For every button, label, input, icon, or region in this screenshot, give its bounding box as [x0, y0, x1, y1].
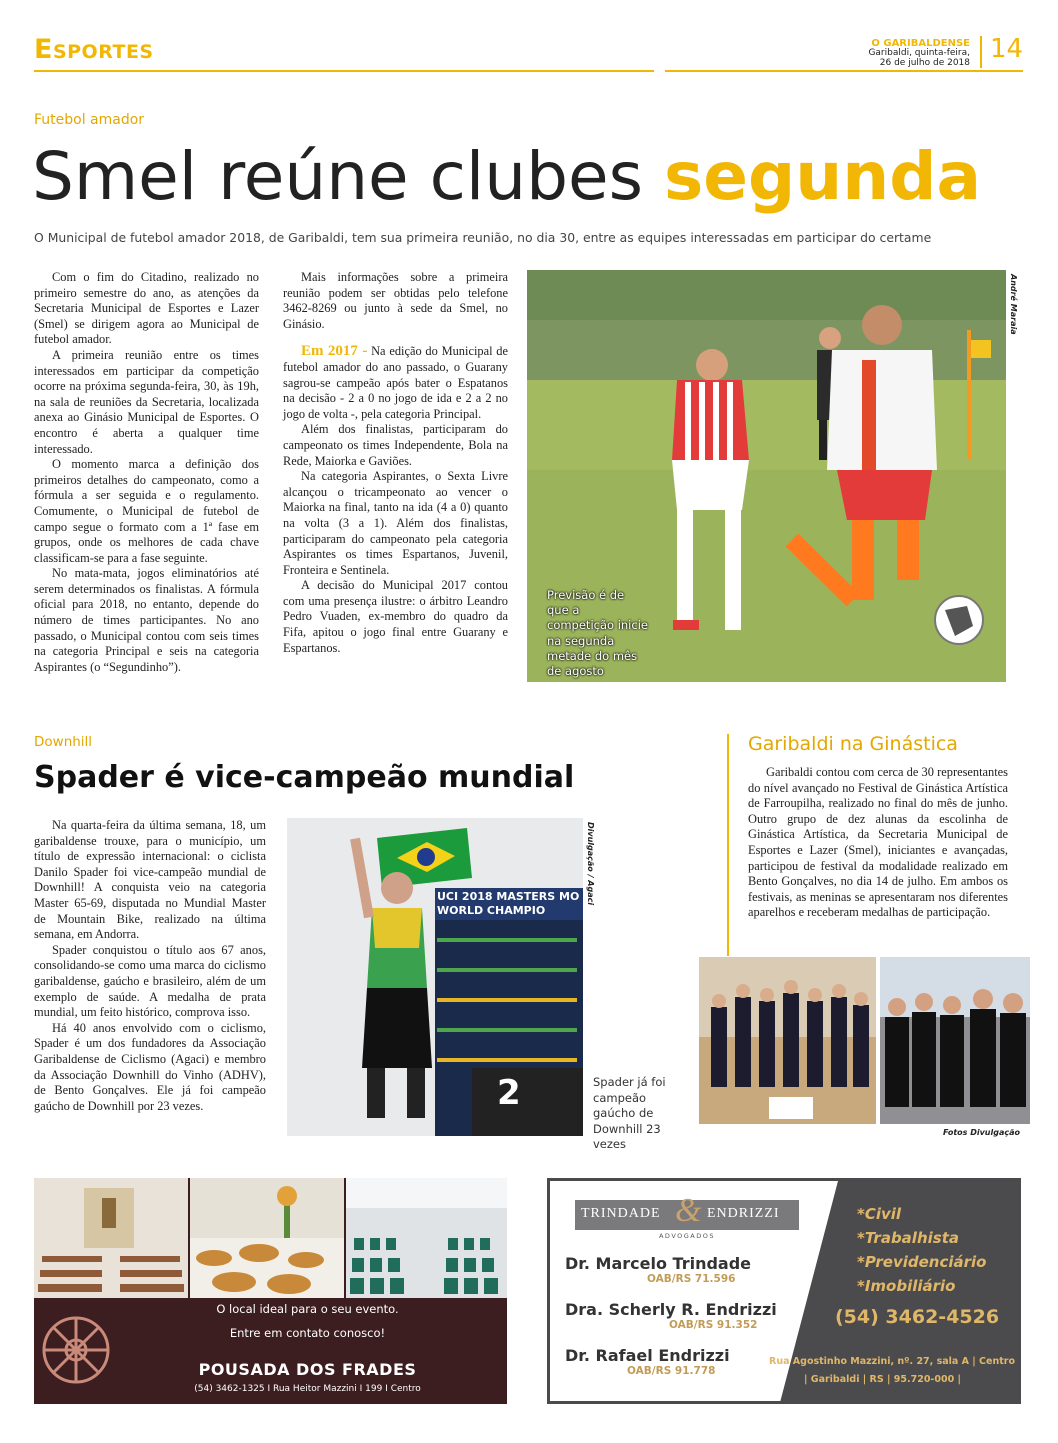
paragraph: No mata-mata, jogos eliminatórios até serem determinados os finalistas. A fórmula oficial para 2018, no entanto, depende do número de times participantes. No ano passado, o Municipal contou com seis times na categoria Principal e seis na categoria Aspirantes (o “Segundinho”). [34, 566, 259, 674]
gymnastics-rule [727, 734, 729, 956]
paragraph: Mais informações sobre a primeira reunião podem ser obtidas pelo telefone 3462-8269 ou junto à sede da Smel, no Ginásio. [283, 270, 508, 331]
pousada-rose-window-icon [40, 1314, 112, 1386]
firm-sub: ADVOGADOS [658, 1232, 716, 1240]
firm-left: TRINDADE [581, 1206, 661, 1221]
gymnastics-body [748, 765, 1008, 921]
lawyer-2-name: Dra. Scherly R. Endrizzi [565, 1300, 777, 1319]
ad-law-firm[interactable] [547, 1178, 1021, 1404]
football-photo [527, 270, 1006, 682]
article2-body [34, 818, 266, 1114]
paragraph: Na quarta-feira da última semana, 18, um garibaldense trouxe, para o município, um título de expressão internacional: o ciclista Danilo Spader foi vice-campeão mundial de Downhill! A conquista veio na categoria Master 65-69, disputada no Mundial Master de Mountain Bike, realizado na última semana, em Andorra. [34, 818, 266, 942]
paragraph [283, 344, 508, 422]
downhill-headline: Spader é vice-campeão mundial [34, 760, 575, 795]
pousada-line1: O local ideal para o seu evento. [216, 1302, 399, 1316]
lawyer-2-oab: OAB/RS 91.352 [669, 1319, 758, 1331]
newspaper-name: O GARIBALDENSE [871, 38, 970, 49]
dateline-2: 26 de julho de 2018 [879, 58, 970, 68]
pousada-contact: (54) 3462-1325 I Rua Heitor Mazzini I 199 I Centro [194, 1384, 421, 1394]
lawyer-3-oab: OAB/RS 91.778 [627, 1365, 716, 1377]
area-item: *Trabalhista [857, 1229, 959, 1247]
header-rule-left [34, 70, 654, 72]
football-caption: Previsão é de que a competição inicie na segunda metade do mês de agosto [547, 588, 648, 679]
article1-col1 [34, 270, 259, 675]
lead-in: Em 2017 - [301, 343, 368, 360]
spader-photo-credit: Divulgação / Agaci [586, 822, 595, 906]
dateline-1: Garibaldi, quinta-feira, [868, 48, 970, 58]
area-item: *Imobiliário [857, 1277, 956, 1295]
paragraph: A decisão do Municipal 2017 contou com uma presença ilustre: o árbitro Leandro Pedro Vuaden, ex-membro do quadro da Fifa, apitou o jogo final entre Guarany e Espartanos. [283, 578, 508, 655]
lawyer-1-name: Dr. Marcelo Trindade [565, 1254, 752, 1273]
paragraph: Há 40 anos envolvido com o ciclismo, Spader é um dos fundadores da Associação Garibaldense de Ciclismo (Agaci) e membro da Associação Downhill do Vinho (ADHV), de Bento Gonçalves. Ele já foi campeão gaúcho de Downhill por 23 vezes. [34, 1020, 266, 1113]
headline-main: Smel reúne clubes [32, 138, 643, 215]
gymnastics-scene-1 [699, 957, 876, 1124]
lead-text: Na edição do Municipal de futebol amador do ano passado, o Guarany sagrou-se campeão após bater o Espatanos na decisão - 2 a 0 no jogo de ida e 2 a 2 no jogo de volta -, pela categoria Principal. [283, 344, 508, 421]
law-logo [575, 1192, 799, 1230]
page-number: 14 [990, 34, 1024, 64]
law-address-2: | Garibaldi | RS | 95.720-000 | [804, 1374, 961, 1385]
kicker-downhill: Downhill [34, 734, 93, 750]
pousada-line2: Entre em contato conosco! [229, 1326, 386, 1340]
headline [32, 134, 981, 220]
law-address-1: Rua Agostinho Mazzini, nº. 27, sala A | Centro [769, 1356, 1015, 1367]
gymnastics-photo-credit: Fotos Divulgação [942, 1128, 1020, 1137]
paragraph: Além dos finalistas, participaram do campeonato os times Independente, Bola na Rede, Maiorka e Gaviões. [283, 422, 508, 468]
gymnastics-scene-2 [880, 957, 1030, 1124]
lawyer-3-name: Dr. Rafael Endrizzi [565, 1346, 730, 1365]
gymnastics-headline: Garibaldi na Ginástica [748, 733, 958, 755]
spader-scene [287, 818, 583, 1136]
podium-number: 2 [497, 1073, 521, 1113]
paragraph: Spader conquistou o título aos 67 anos, consolidando-se como uma marca do ciclismo garibaldense, gaúcho e brasileiro, além de um exemplo de saúde. A medalha de prata mundial, um feito histórico, comprova isso. [34, 942, 266, 1020]
page-divider [980, 36, 982, 68]
gymnastics-photo-2 [880, 957, 1030, 1124]
football-photo-credit: André Maraia [1009, 274, 1018, 335]
pousada-name: POUSADA DOS FRADES [198, 1360, 417, 1379]
gymnastics-photo-1 [699, 957, 876, 1124]
firm-right: ENDRIZZI [707, 1206, 780, 1221]
law-areas [857, 1202, 986, 1298]
section-title: Esportes [34, 34, 154, 65]
paragraph: A primeira reunião entre os times interessados em participar da competição ocorre na próxima segunda-feira, 30, às 19h, na sala de reuniões da Secretaria, localizada anexa ao Ginásio Municipal de Esportes. O encontro é aberta a qualquer time interessado. [34, 347, 259, 456]
area-item: *Civil [857, 1205, 902, 1223]
law-phone: (54) 3462-4526 [835, 1306, 1000, 1328]
paragraph: Garibaldi contou com cerca de 30 representantes do nível avançado no Festival de Ginástica Artística de Farroupilha, realizado no final do mês de junho. Outro grupo de dez alunas da escolinha de Ginástica Artística, da Secretaria Municipal de Esportes e Lazer (Smel), iniciantes e avançadas, participou de festival da modalidade realizado em Bento Gonçalves, no dia 14 de julho. Em ambos os festivais, as meninas se apresentaram nos diferentes aparelhos e receberam medalhas de participação. [748, 765, 1008, 920]
subtitle: O Municipal de futebol amador 2018, de Garibaldi, tem sua primeira reunião, no dia 30, entre as equipes interessadas em participar do certame [34, 230, 932, 245]
area-item: *Previdenciário [857, 1253, 987, 1271]
ad-pousada[interactable] [34, 1178, 507, 1404]
paragraph: O momento marca a definição dos primeiros detalhes do campeonato, como a fórmula a ser seguida e o regulamento. Comumente, o Municipal de futebol de campo segue o formato com a 1ª fase em grupos, onde os melhores de cada chave classificam-se para a fase seguinte. [34, 457, 259, 565]
article1-col2 [283, 270, 508, 656]
paragraph: Na categoria Aspirantes, o Sexta Livre alcançou o tricampeonato ao vencer o Maiorka na final, tanto na ida (4 a 0) quanto na volta (3 a 1). Além dos finalistas, participaram do campeonato pela categoria Aspirantes os times Espartanos, Juvenil, Fronteira e Sentinela. [283, 469, 508, 577]
banner-text: UCI 2018 MASTERS MO WORLD CHAMPIO [437, 890, 580, 917]
lawyer-1-oab: OAB/RS 71.596 [647, 1273, 736, 1285]
spader-photo [287, 818, 583, 1136]
firm-amp: & [675, 1192, 702, 1229]
kicker-futebol: Futebol amador [34, 112, 145, 128]
spader-caption: Spader já foi campeão gaúcho de Downhill 23 vezes [593, 1075, 666, 1151]
paragraph: Com o fim do Citadino, realizado no primeiro semestre do ano, as atenções da Secretaria Municipal de Esportes e Lazer (Smel) se dirigem agora ao Municipal de futebol amador. [34, 270, 259, 347]
headline-accent: segunda [663, 138, 982, 215]
pousada-photos [34, 1178, 507, 1298]
header-rule-right [665, 70, 1023, 72]
